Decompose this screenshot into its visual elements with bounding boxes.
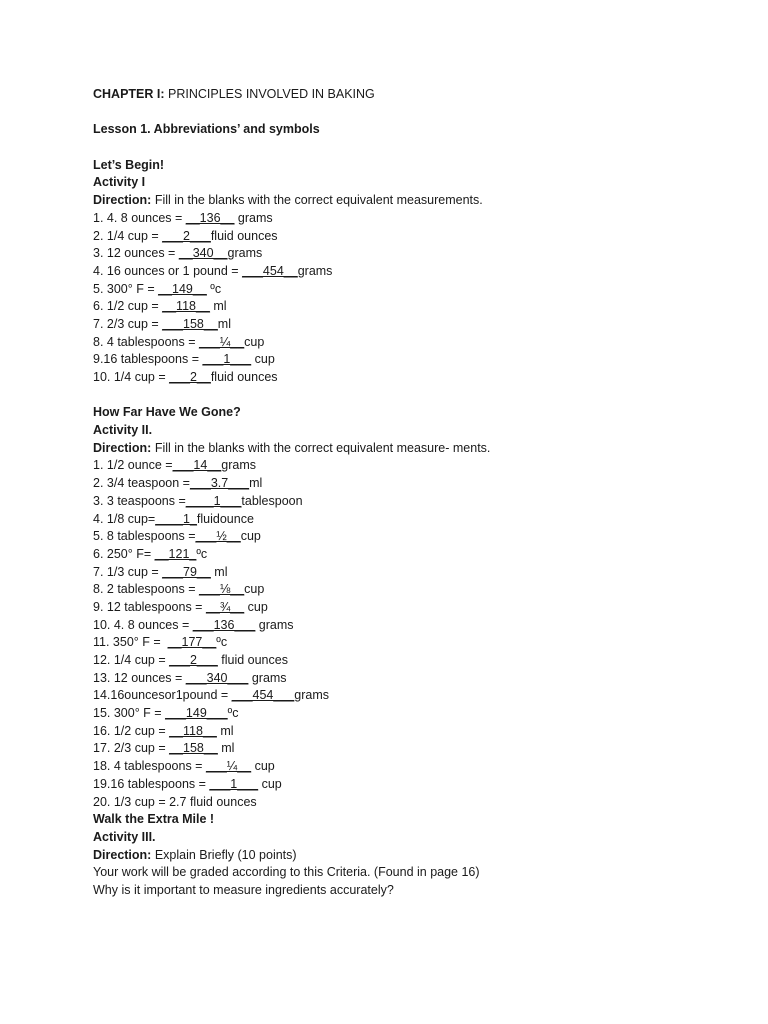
measurement-item (93, 687, 693, 705)
section2-heading: How Far Have We Gone? (93, 405, 241, 420)
item-question: 11. 350° F = (93, 635, 168, 650)
item-unit: fluid ounces (210, 228, 278, 243)
item-unit: ºc (227, 706, 239, 721)
item-question: 1. 1/2 ounce = (93, 458, 173, 473)
item-unit: grams (255, 617, 294, 632)
item-question: 8. 2 tablespoons = (93, 582, 199, 597)
item-answer: __340__ (178, 246, 228, 261)
measurement-item (93, 617, 693, 635)
item-unit: ºc (206, 281, 222, 296)
direction-text: Fill in the blanks with the correct equivalent measure- ments. (154, 440, 491, 455)
measurement-item (93, 228, 693, 246)
item-unit: ml (217, 741, 235, 756)
item-answer: ___2___ (162, 228, 211, 243)
measurement-item (93, 351, 693, 369)
item-question: 3. 3 teaspoons = (93, 493, 186, 508)
item-question: 8. 4 tablespoons = (93, 334, 199, 349)
measurement-item (93, 511, 693, 529)
item-unit: ºc (196, 546, 208, 561)
item-question: 6. 250° F= (93, 546, 155, 561)
item-unit: cup (244, 582, 265, 597)
spacer (93, 104, 693, 122)
measurement-item (93, 634, 693, 652)
item-unit: fluidounce (196, 511, 254, 526)
item-unit: grams (227, 246, 263, 261)
section1-direction (93, 192, 693, 210)
item-question: 16. 1/2 cup = (93, 723, 170, 738)
measurement-item (93, 298, 693, 316)
item-answer: __121_ (154, 546, 197, 561)
item-question: 7. 1/3 cup = (93, 564, 163, 579)
direction-text: Explain Briefly (10 points) (154, 847, 297, 862)
measurement-item (93, 776, 693, 794)
item-unit: cup (244, 599, 268, 614)
measurement-item (93, 369, 693, 387)
item-question: 6. 1/2 cup = (93, 299, 163, 314)
measurement-item (93, 245, 693, 263)
item-unit: grams (234, 210, 273, 225)
item-question: 15. 300° F = (93, 706, 166, 721)
item-unit: cup (258, 776, 282, 791)
section3-activity: Activity III. (93, 829, 156, 844)
item-answer: ___149___ (165, 706, 228, 721)
item-unit: grams (294, 688, 329, 703)
measurement-item (93, 740, 693, 758)
activity2-list (93, 457, 693, 811)
measurement-item (93, 493, 693, 511)
item-answer: ___½__ (195, 529, 241, 544)
item-unit: ml (249, 476, 263, 491)
item-answer: ___136___ (192, 617, 256, 632)
item-answer: ___454___ (231, 688, 295, 703)
direction-label: Direction: (93, 847, 152, 862)
item-answer: ___2___ (169, 653, 218, 667)
item-unit: fluid ounces (217, 653, 288, 667)
item-answer: __¾__ (205, 599, 245, 614)
item-answer: ___158__ (162, 316, 218, 331)
measurement-item (93, 334, 693, 352)
item-question: 5. 8 tablespoons = (93, 529, 196, 544)
item-answer: ___2__ (169, 370, 211, 384)
item-unit: grams (297, 263, 333, 278)
item-question: 14.16ouncesor1pound = (93, 688, 232, 703)
item-question: 18. 4 tablespoons = (93, 759, 206, 774)
item-answer: ___¼__ (198, 334, 245, 349)
item-unit: ml (217, 316, 231, 331)
measurement-item (93, 281, 693, 299)
measurement-item (93, 564, 693, 582)
item-answer: ___340___ (185, 670, 249, 685)
item-question: 12. 1/4 cup = (93, 653, 170, 667)
item-unit: ml (216, 723, 234, 738)
measurement-item (93, 652, 693, 670)
measurement-item (93, 670, 693, 688)
item-question: 3. 12 ounces = (93, 246, 179, 261)
item-question: 2. 1/4 cup = (93, 228, 163, 243)
item-answer: ___⅛__ (198, 582, 245, 597)
item-answer: __177__ (167, 635, 217, 650)
item-answer: ___1___ (209, 776, 259, 791)
item-question: 2. 3/4 teaspoon = (93, 476, 190, 491)
measurement-item (93, 528, 693, 546)
chapter-label: CHAPTER I: (93, 87, 165, 101)
direction-label: Direction: (93, 193, 152, 208)
item-question: 7. 2/3 cup = (93, 316, 163, 331)
measurement-item (93, 210, 693, 228)
item-answer: ___1___ (202, 352, 252, 367)
measurement-item (93, 475, 693, 493)
section3-direction (93, 847, 693, 865)
measurement-item (93, 794, 693, 812)
item-answer: ____1___ (185, 493, 242, 508)
item-answer: ___79__ (162, 564, 211, 579)
direction-text: Fill in the blanks with the correct equivalent measurements. (154, 193, 483, 208)
measurement-item (93, 705, 693, 723)
item-unit: fluid ounces (210, 370, 278, 384)
item-answer: ___454__ (242, 263, 298, 278)
measurement-item (93, 546, 693, 564)
measurement-item (93, 758, 693, 776)
item-answer: ___3.7___ (189, 476, 250, 491)
item-unit: ml (209, 299, 227, 314)
item-question: 10. 1/4 cup = (93, 370, 170, 384)
measurement-item (93, 581, 693, 599)
item-answer: __118__ (162, 299, 210, 314)
item-unit: grams (221, 458, 256, 473)
item-question: 9.16 tablespoons = (93, 352, 203, 367)
item-unit: grams (248, 670, 287, 685)
chapter-heading (93, 86, 693, 104)
section1-activity: Activity I (93, 175, 146, 190)
item-question: 10. 4. 8 ounces = (93, 617, 193, 632)
item-question: 4. 1/8 cup= (93, 511, 156, 526)
item-unit: cup (251, 352, 275, 367)
measurement-item (93, 599, 693, 617)
item-question: 13. 12 ounces = (93, 670, 186, 685)
section1-heading: Let’s Begin! (93, 157, 165, 172)
measurement-item (93, 263, 693, 281)
item-question: 20. 1/3 cup = 2.7 fluid ounces (93, 794, 257, 809)
item-unit: ºc (216, 635, 228, 650)
item-answer: __158__ (169, 741, 218, 756)
chapter-title: PRINCIPLES INVOLVED IN BAKING (168, 87, 375, 101)
measurement-item (93, 457, 693, 475)
item-answer: __149__ (158, 281, 207, 296)
item-unit: cup (240, 529, 261, 544)
item-question: 1. 4. 8 ounces = (93, 210, 186, 225)
measurement-item (93, 723, 693, 741)
spacer (93, 387, 693, 405)
item-answer: ____1_ (155, 511, 197, 526)
item-unit: tablespoon (241, 493, 303, 508)
document-body (93, 86, 693, 900)
item-unit: ml (210, 564, 228, 579)
section3-heading: Walk the Extra Mile ! (93, 812, 215, 827)
item-unit: cup (251, 759, 275, 774)
direction-label: Direction: (93, 440, 152, 455)
item-answer: __136__ (185, 210, 235, 225)
item-answer: ___14__ (172, 458, 222, 473)
item-question: 4. 16 ounces or 1 pound = (93, 263, 243, 278)
section2-direction (93, 440, 693, 458)
section2-activity: Activity II. (93, 423, 153, 438)
grading-note: Your work will be graded according to this Criteria. (Found in page 16) (93, 865, 480, 880)
item-answer: ___¼__ (205, 759, 252, 774)
lesson-title: Lesson 1. Abbreviations’ and symbols (93, 122, 320, 137)
item-answer: __118__ (169, 723, 217, 738)
activity1-list (93, 210, 693, 387)
spacer (93, 139, 693, 157)
item-question: 17. 2/3 cup = (93, 741, 170, 756)
item-question: 5. 300° F = (93, 281, 159, 296)
item-question: 9. 12 tablespoons = (93, 599, 206, 614)
item-question: 19.16 tablespoons = (93, 776, 210, 791)
item-unit: cup (244, 334, 265, 349)
essay-question: Why is it important to measure ingredients accurately? (93, 882, 394, 897)
measurement-item (93, 316, 693, 334)
